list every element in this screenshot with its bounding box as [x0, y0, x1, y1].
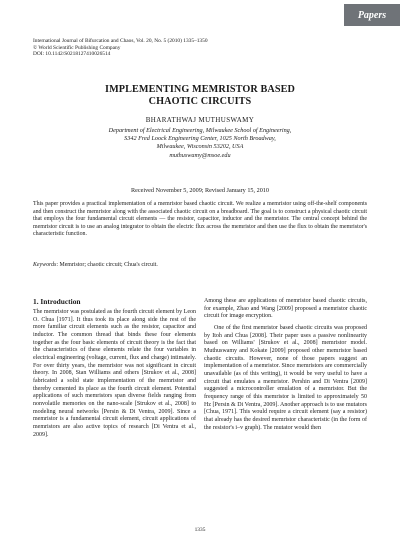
title-line-1: IMPLEMENTING MEMRISTOR BASED: [105, 84, 295, 95]
affiliation-line: Department of Electrical Engineering, Milwaukee School of Engineering,: [108, 127, 292, 134]
body-paragraph: One of the first memristor based chaotic circuits was proposed by Itoh and Chua [2008]. Their paper uses a passive nonlinearity based on Williams' [Strukov et al., 2008] memristor model. Muthuswamy and Kokate [2009] proposed other memristor based chaotic circuits. However, none of those papers suggest an implementation of a memristor. Since memristors are commercially unavailable (as of this writing), it would be very useful to have a circuit that emulates a memristor. Pershin and Di Ventra [2009] suggested a microcontroller emulation of a memristor. But the frequency range of this memristor is limited to approximately 50 Hz [Persin & Di Ventra, 2009]. Another approach is to use mutators [Chua, 1971]. This would require a circuit element (say a resistor) that already has the desired memristor characteristic (in the form of the resistor's i–v graph). The mutator would then: [204, 324, 367, 431]
right-column: [204, 298, 367, 432]
journal-citation: International Journal of Bifurcation and Chaos, Vol. 20, No. 5 (2010) 1335–1350: [33, 38, 208, 44]
keywords-label: Keywords: [33, 262, 57, 268]
journal-info: [33, 38, 208, 58]
author-email: muthuswamy@msoe.edu: [169, 151, 231, 159]
copyright-line: © World Scientific Publishing Company: [33, 44, 121, 51]
left-column: [33, 309, 196, 439]
section-heading: 1. Introduction: [33, 297, 81, 306]
affiliation-line: S342 Fred Loock Engineering Center, 1025 North Broadway,: [124, 135, 276, 143]
body-paragraph: The memristor was postulated as the fourth circuit element by Leon O. Chua [1971]. It thus took its place along side the rest of the more familiar circuit elements such as the resistor, capacitor and inductor. The common thread that binds these four elements together as the four basic elements of circuit theory is the fact that the characteristics of these elements relate the four variables in electrical engineering (voltage, current, flux and charge) intimately. For over thirty years, the memristor was not significant in circuit theory. In 2008, Stan Williams and others [Strukov et al., 2008] fabricated a solid state implementation of the memristor and thereby cemented its place as the fourth circuit element. Potential applications of such memristors span diverse fields ranging from nonvolatile memories on the nano-scale [Strukov et al., 2008] to modeling neural networks [Persin & Di Ventra, 2009]. Since a memristor is a fundamental circuit element, circuit applications of memristors are also active topics of research [Di Ventra et al., 2009].: [33, 309, 196, 438]
abstract: This paper provides a practical implementation of a memristor based chaotic circuit. We realize a memristor using off-the-shelf components and then construct the memristor along with the associated chaotic circuit on a breadboard. The goal is to construct a physical chaotic circuit that employs the four fundamental circuit elements — the resistor, capacitor, inductor and the memristor. The central concept behind the memristor circuit is to use an analog integrator to obtain the electric flux across the memristor and then use the flux to obtain the memristor's characteristic function.: [33, 201, 367, 238]
affiliation-line: Milwaukee, Wisconsin 53202, USA: [156, 143, 244, 151]
received-dates: Received November 5, 2009; Revised January 15, 2010: [131, 187, 269, 194]
paper-title: [0, 84, 400, 108]
title-line-2: CHAOTIC CIRCUITS: [148, 96, 252, 107]
author-name: BHARATHWAJ MUTHUSWAMY: [145, 116, 255, 124]
page-number: 1335: [194, 527, 206, 533]
body-paragraph: Among these are applications of memristor based chaotic circuits, for example, Zhao and Wang [2009] proposed a memristor chaotic circuit for image encryption.: [204, 298, 367, 320]
affiliation: [0, 127, 400, 160]
doi-line: DOI: 10.1142/S0218127410026514: [33, 51, 111, 58]
keywords-list: : Memristor; chaotic circuit; Chua's circuit.: [56, 262, 158, 268]
papers-tab-label: Papers: [344, 4, 400, 26]
keywords: [33, 262, 158, 268]
